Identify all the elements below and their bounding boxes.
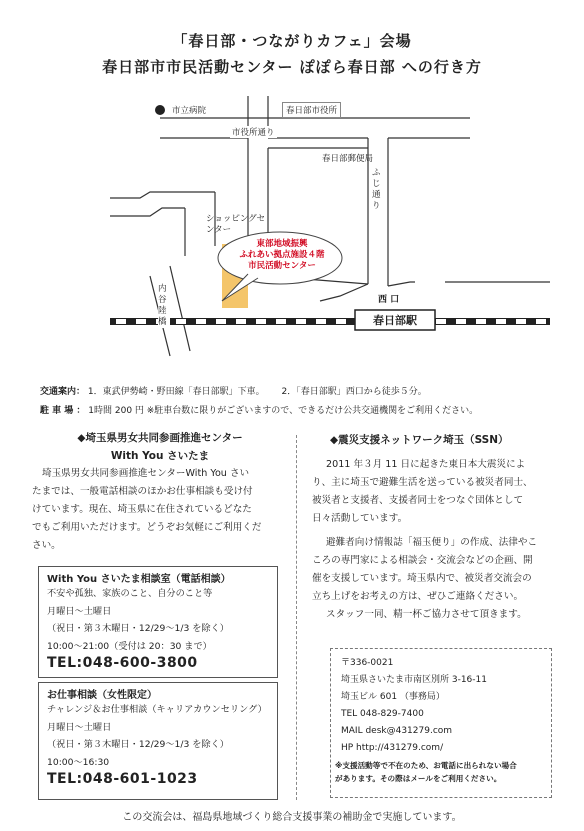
right-description: [312, 456, 572, 624]
callout-line3: 市民活動センター: [248, 261, 316, 271]
map-label-post-office: 春日部郵便局: [322, 154, 374, 164]
access-info: [40, 384, 427, 397]
column-divider: [296, 435, 297, 800]
left-heading-line1: ◆埼玉県男女共同参画推進センター: [77, 432, 243, 444]
consultation-box: [38, 566, 278, 678]
right-desc-line: 催を支援しています。埼玉県内で、被災者交流会の: [312, 573, 532, 584]
contact-note2: があります。その際はメールをご利用ください。: [335, 774, 502, 783]
right-desc-line: 避難者向け情報誌「福玉便り」の作成、法律やこ: [326, 537, 538, 548]
left-desc-line: 埼玉県男女共同参画推進センターWith You さい: [42, 468, 250, 479]
consultation-title: With You さいたま相談室（電話相談）: [47, 574, 231, 585]
contact-hp[interactable]: HP http://431279.com/: [341, 743, 444, 753]
ssn-contact-box: [330, 648, 552, 798]
job-consultation-box: [38, 682, 278, 800]
consultation-line: 10:00～21:00（受付は 20：30 まで）: [47, 640, 212, 652]
map-label-station: 春日部駅: [373, 314, 417, 327]
right-desc-line: 被災者と支援者、支援者同士をつなぐ団体として: [312, 495, 524, 506]
map-callout: [232, 239, 332, 272]
right-desc-line: ころの専門家による相談会・交流会などの企画、開: [312, 555, 533, 566]
job-line: 月曜日～土曜日: [47, 721, 112, 733]
contact-tel: TEL 048-829-7400: [341, 709, 424, 719]
map-graphic: [110, 96, 570, 360]
map-label-fuji-street: ふじ通り: [372, 168, 384, 212]
left-heading-line2: With You さいたま: [110, 450, 210, 462]
access-item-2: 2．「春日部駅」西口から徒歩５分。: [281, 387, 427, 397]
left-desc-line: でもご利用いただけます。どうぞお気軽にご利用くだ: [32, 522, 262, 533]
contact-address: 埼玉県さいたま市南区別所 3-16-11: [341, 675, 487, 685]
contact-note1: ※支援活動等で不在のため、お電話に出られない場合: [335, 761, 517, 770]
consultation-line: 月曜日～土曜日: [47, 605, 112, 617]
job-line: 10:00～16:30: [47, 756, 110, 768]
access-map: [110, 96, 570, 360]
right-desc-line: 2011 年３月 11 日に起きた東日本大震災によ: [326, 459, 526, 470]
right-desc-line: り、主に埼玉で避難生活を送っている被災者同士、: [312, 477, 533, 488]
contact-mail[interactable]: MAIL desk@431279.com: [341, 726, 453, 736]
map-label-shopping-center: ショッピングセンター: [206, 214, 266, 235]
map-label-nishiguchi: 西 口: [378, 295, 400, 305]
callout-line2: ふれあい拠点施設４階: [239, 250, 325, 260]
right-heading: ◆震災支援ネットワーク埼玉（SSN）: [330, 434, 509, 446]
job-tel: TEL:048-601-1023: [47, 771, 198, 787]
contact-building: 埼玉ビル 601 （事務局）: [341, 692, 445, 702]
page-subtitle: 春日部市市民活動センター ぽぽら春日部 への行き方: [102, 58, 482, 76]
job-line: チャレンジ＆お仕事相談（キャリアカウンセリング）: [47, 704, 267, 715]
access-item-1: 1．東武伊勢崎・野田線「春日部駅」下車。: [87, 387, 265, 397]
map-label-hospital: 市立病院: [172, 106, 207, 116]
map-label-bridge: 内谷陸橋: [158, 284, 170, 328]
left-description: [32, 465, 294, 555]
parking-label: 駐 車 場 ：: [40, 406, 86, 416]
parking-info: [40, 403, 478, 416]
map-label-city-office: 春日部市役所: [282, 102, 341, 118]
job-title: お仕事相談（女性限定）: [47, 690, 157, 701]
left-desc-line: たまでは、一般電話相談のほかお仕事相談も受け付: [32, 486, 253, 497]
right-desc-line: 立ち上げをお考えの方は、ぜひご連絡ください。: [312, 591, 524, 602]
contact-zip: 〒336-0021: [341, 658, 394, 668]
left-desc-line: けています。現在、埼玉県に在住されているどなた: [32, 504, 252, 515]
left-heading: [30, 430, 290, 463]
consultation-line: 不安や孤独、家族のこと、自分のこと等: [47, 588, 213, 599]
page-title: 「春日部・つながりカフェ」会場: [172, 32, 412, 50]
footer-note: この交流会は、福島県地域づくり総合支援事業の補助金で実施しています。: [122, 812, 462, 823]
callout-line1: 東部地域振興: [256, 239, 308, 249]
right-desc-line: スタッフ一同、精一杯ご協力させて頂きます。: [326, 609, 527, 620]
access-label: 交通案内：: [40, 387, 86, 397]
right-desc-line: 日々活動しています。: [312, 513, 408, 524]
left-desc-line: さい。: [32, 540, 61, 551]
consultation-tel: TEL:048-600-3800: [47, 655, 198, 671]
map-label-shiyakusho-street: 市役所通り: [232, 128, 275, 138]
parking-text: 1時間 200 円 ※駐車台数に限りがございますので、できるだけ公共交通機関をご利用ください。: [88, 406, 479, 416]
consultation-line: （祝日・第３木曜日・12/29～1/3 を除く）: [47, 623, 229, 634]
job-line: （祝日・第３木曜日・12/29～1/3 を除く）: [47, 739, 229, 750]
